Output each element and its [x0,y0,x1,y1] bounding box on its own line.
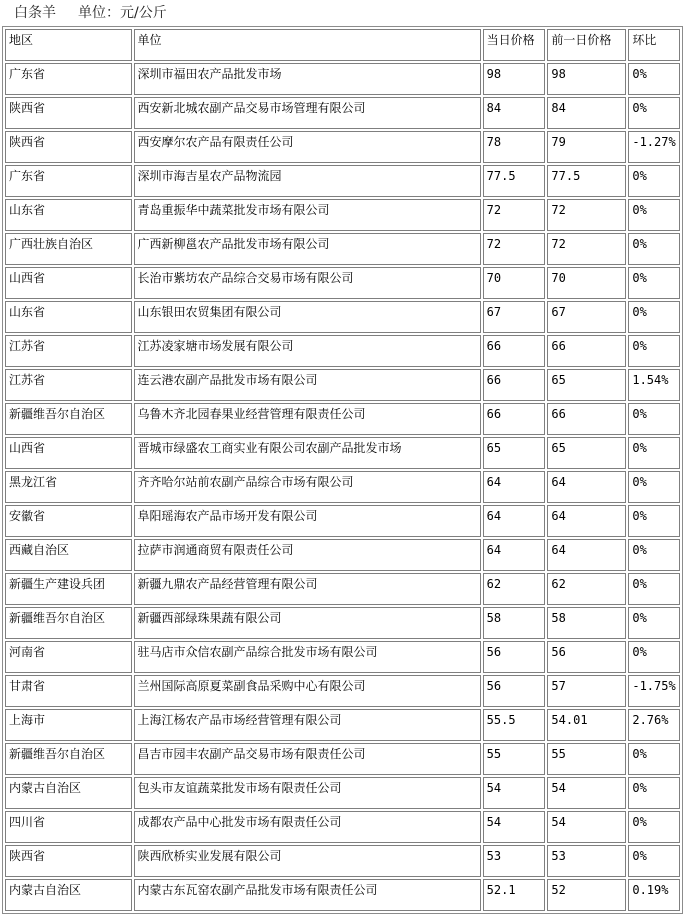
table-row [5,335,680,367]
cell-today-price: 72 [483,233,546,265]
cell-today-price: 56 [483,641,546,673]
cell-change: 0% [628,505,680,537]
cell-today-price: 67 [483,301,546,333]
cell-change: 0% [628,641,680,673]
cell-today-price: 54 [483,811,546,843]
header-change: 环比 [628,29,680,61]
cell-today-price: 56 [483,675,546,707]
table-body [5,63,680,911]
cell-unit: 内蒙古东瓦窑农副产品批发市场有限责任公司 [134,879,481,911]
cell-change: 2.76% [628,709,680,741]
cell-unit: 西安新北城农副产品交易市场管理有限公司 [134,97,481,129]
cell-prev-price: 65 [547,369,626,401]
cell-change: 0% [628,403,680,435]
cell-today-price: 52.1 [483,879,546,911]
cell-prev-price: 84 [547,97,626,129]
cell-region: 新疆生产建设兵团 [5,573,132,605]
header-row [5,29,680,61]
header-prev-price: 前一日价格 [547,29,626,61]
cell-region: 新疆维吾尔自治区 [5,607,132,639]
cell-region: 新疆维吾尔自治区 [5,403,132,435]
cell-unit: 拉萨市润通商贸有限责任公司 [134,539,481,571]
table-row [5,63,680,95]
cell-unit: 深圳市海吉星农产品物流园 [134,165,481,197]
cell-region: 河南省 [5,641,132,673]
cell-change: 0.19% [628,879,680,911]
cell-unit: 包头市友谊蔬菜批发市场有限责任公司 [134,777,481,809]
cell-unit: 乌鲁木齐北园春果业经营管理有限责任公司 [134,403,481,435]
cell-prev-price: 72 [547,233,626,265]
cell-prev-price: 67 [547,301,626,333]
table-row [5,199,680,231]
cell-today-price: 98 [483,63,546,95]
table-row [5,267,680,299]
cell-change: 0% [628,267,680,299]
cell-region: 安徽省 [5,505,132,537]
cell-change: 0% [628,777,680,809]
cell-unit: 长治市紫坊农产品综合交易市场有限公司 [134,267,481,299]
header-region: 地区 [5,29,132,61]
cell-region: 江苏省 [5,335,132,367]
cell-change: 0% [628,471,680,503]
cell-region: 广东省 [5,63,132,95]
cell-unit: 驻马店市众信农副产品综合批发市场有限公司 [134,641,481,673]
table-row [5,505,680,537]
cell-unit: 兰州国际高原夏菜副食品采购中心有限公司 [134,675,481,707]
table-row [5,165,680,197]
table-caption [14,2,167,24]
cell-prev-price: 70 [547,267,626,299]
cell-prev-price: 54 [547,811,626,843]
cell-today-price: 65 [483,437,546,469]
cell-unit: 山东银田农贸集团有限公司 [134,301,481,333]
cell-change: 0% [628,845,680,877]
cell-change: 0% [628,233,680,265]
cell-today-price: 66 [483,335,546,367]
cell-today-price: 64 [483,539,546,571]
table-row [5,777,680,809]
cell-region: 西藏自治区 [5,539,132,571]
cell-change: 0% [628,301,680,333]
table-row [5,743,680,775]
cell-unit: 新疆西部绿珠果蔬有限公司 [134,607,481,639]
cell-change: 0% [628,437,680,469]
cell-unit: 齐齐哈尔站前农副产品综合市场有限公司 [134,471,481,503]
cell-prev-price: 64 [547,539,626,571]
table-row [5,811,680,843]
cell-change: 0% [628,607,680,639]
cell-prev-price: 55 [547,743,626,775]
cell-prev-price: 77.5 [547,165,626,197]
cell-region: 陕西省 [5,97,132,129]
cell-region: 新疆维吾尔自治区 [5,743,132,775]
table-row [5,641,680,673]
cell-today-price: 64 [483,505,546,537]
cell-prev-price: 56 [547,641,626,673]
cell-change: 0% [628,811,680,843]
header-today-price: 当日价格 [483,29,546,61]
cell-prev-price: 72 [547,199,626,231]
cell-prev-price: 79 [547,131,626,163]
table-row [5,301,680,333]
cell-unit: 成都农产品中心批发市场有限责任公司 [134,811,481,843]
cell-region: 陕西省 [5,131,132,163]
cell-region: 甘肃省 [5,675,132,707]
cell-prev-price: 57 [547,675,626,707]
cell-prev-price: 64 [547,505,626,537]
cell-change: 0% [628,539,680,571]
cell-today-price: 66 [483,403,546,435]
cell-prev-price: 54 [547,777,626,809]
cell-prev-price: 66 [547,335,626,367]
cell-prev-price: 66 [547,403,626,435]
cell-unit: 青岛重振华中蔬菜批发市场有限公司 [134,199,481,231]
cell-today-price: 72 [483,199,546,231]
cell-today-price: 78 [483,131,546,163]
cell-prev-price: 65 [547,437,626,469]
cell-prev-price: 58 [547,607,626,639]
cell-prev-price: 52 [547,879,626,911]
cell-change: -1.27% [628,131,680,163]
cell-region: 山东省 [5,199,132,231]
cell-unit: 上海江杨农产品市场经营管理有限公司 [134,709,481,741]
cell-unit: 江苏凌家塘市场发展有限公司 [134,335,481,367]
table-row [5,675,680,707]
cell-unit: 西安摩尔农产品有限责任公司 [134,131,481,163]
cell-unit: 深圳市福田农产品批发市场 [134,63,481,95]
cell-unit: 晋城市绿盛农工商实业有限公司农副产品批发市场 [134,437,481,469]
cell-region: 内蒙古自治区 [5,777,132,809]
cell-unit: 昌吉市园丰农副产品交易市场有限责任公司 [134,743,481,775]
table-row [5,233,680,265]
cell-region: 山东省 [5,301,132,333]
cell-today-price: 62 [483,573,546,605]
table-row [5,369,680,401]
cell-region: 广西壮族自治区 [5,233,132,265]
cell-prev-price: 64 [547,471,626,503]
table-row [5,845,680,877]
cell-region: 黑龙江省 [5,471,132,503]
cell-region: 江苏省 [5,369,132,401]
cell-today-price: 84 [483,97,546,129]
unit-label: 单位：元/公斤 [78,5,167,21]
cell-change: 0% [628,335,680,367]
table-row [5,709,680,741]
cell-today-price: 55.5 [483,709,546,741]
cell-today-price: 66 [483,369,546,401]
table-row [5,403,680,435]
table-row [5,573,680,605]
cell-today-price: 70 [483,267,546,299]
cell-region: 山西省 [5,437,132,469]
cell-change: 0% [628,63,680,95]
table-row [5,539,680,571]
cell-change: 0% [628,199,680,231]
cell-region: 内蒙古自治区 [5,879,132,911]
cell-prev-price: 54.01 [547,709,626,741]
cell-region: 广东省 [5,165,132,197]
product-name: 白条羊 [14,5,56,21]
cell-region: 上海市 [5,709,132,741]
cell-region: 山西省 [5,267,132,299]
table-row [5,437,680,469]
cell-unit: 广西新柳邕农产品批发市场有限公司 [134,233,481,265]
cell-unit: 陕西欣桥实业发展有限公司 [134,845,481,877]
cell-region: 四川省 [5,811,132,843]
cell-unit: 新疆九鼎农产品经营管理有限公司 [134,573,481,605]
cell-today-price: 77.5 [483,165,546,197]
cell-change: -1.75% [628,675,680,707]
cell-today-price: 64 [483,471,546,503]
cell-today-price: 54 [483,777,546,809]
cell-change: 0% [628,573,680,605]
cell-unit: 连云港农副产品批发市场有限公司 [134,369,481,401]
cell-today-price: 58 [483,607,546,639]
table-row [5,97,680,129]
cell-prev-price: 98 [547,63,626,95]
table-row [5,607,680,639]
cell-change: 0% [628,97,680,129]
cell-unit: 阜阳瑶海农产品市场开发有限公司 [134,505,481,537]
header-unit: 单位 [134,29,481,61]
cell-change: 0% [628,743,680,775]
cell-change: 0% [628,165,680,197]
cell-today-price: 53 [483,845,546,877]
cell-today-price: 55 [483,743,546,775]
cell-prev-price: 62 [547,573,626,605]
table-row [5,471,680,503]
cell-prev-price: 53 [547,845,626,877]
cell-change: 1.54% [628,369,680,401]
price-table [2,26,683,914]
table-row [5,879,680,911]
table-row [5,131,680,163]
cell-region: 陕西省 [5,845,132,877]
